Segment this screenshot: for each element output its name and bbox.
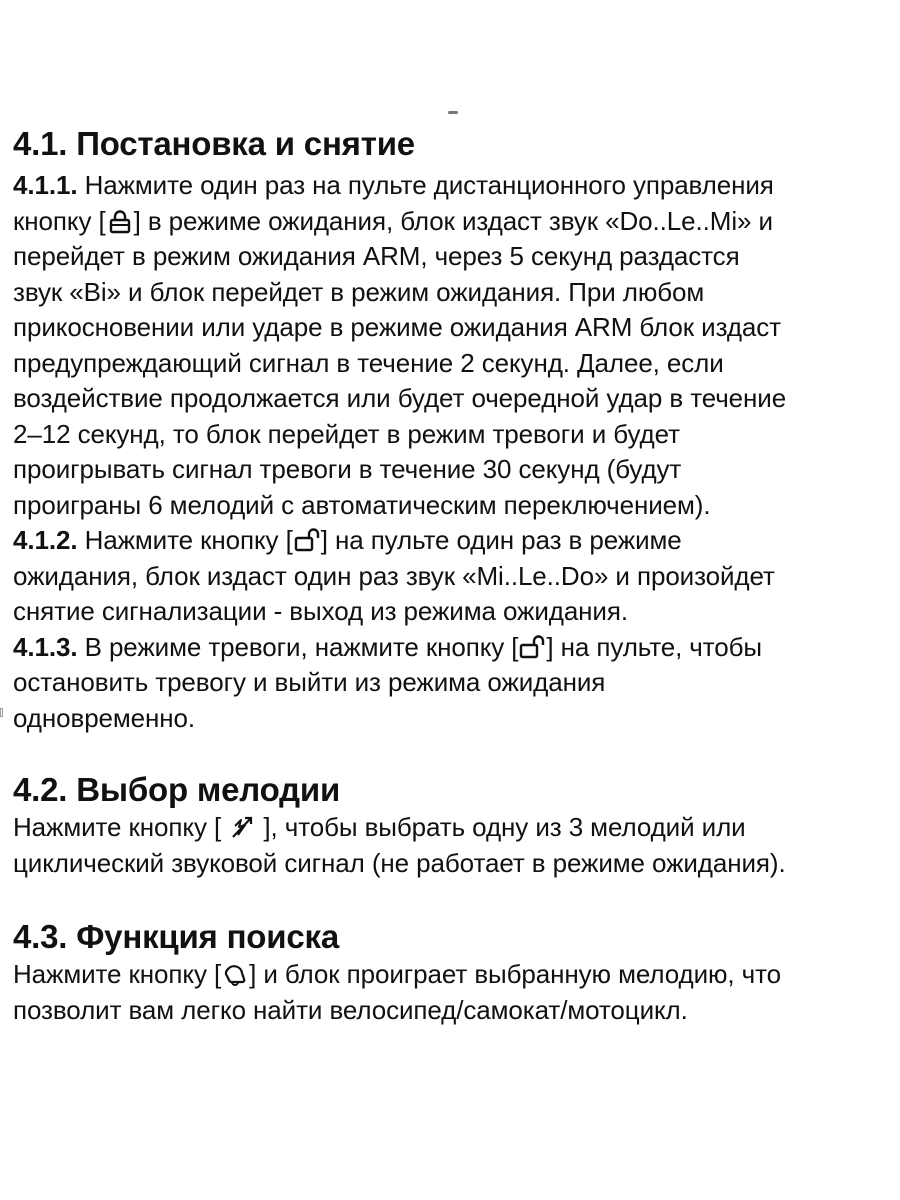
- clause-number: 4.1.2.: [13, 525, 78, 555]
- paragraph-line: [13, 204, 893, 240]
- paragraph-line: циклический звуковой сигнал (не работает в режиме ожидания).: [13, 847, 786, 878]
- paragraph-4-1-1: [13, 168, 893, 523]
- text: ] на пульте один раз в режиме: [320, 525, 682, 555]
- paragraph-line: проигрывать сигнал тревоги в течение 30 секунд (будут: [13, 454, 682, 484]
- lock-closed-icon: [107, 208, 133, 234]
- paragraph-line: 2–12 секунд, то блок перейдет в режим тревоги и будет: [13, 418, 680, 449]
- paragraph-line: позволит вам легко найти велосипед/самокат/мотоцикл.: [13, 994, 688, 1025]
- paragraph-line: [13, 523, 893, 559]
- section-spacer: [13, 881, 893, 917]
- paragraph-4-3: [13, 957, 893, 1028]
- scan-artifact-dot: [448, 111, 458, 114]
- text: Нажмите один раз на пульте дистанционного управления: [77, 170, 774, 200]
- paragraph-line: [13, 168, 893, 204]
- paragraph-line: прикосновении или ударе в режиме ожидания ARM блок издаст: [13, 312, 781, 342]
- lock-open-icon: [519, 634, 545, 660]
- paragraph-line: звук «Bi» и блок перейдет в режим ожидания. При любом: [13, 276, 705, 307]
- text: Нажмите кнопку [: [77, 525, 293, 555]
- text: ] и блок проиграет выбранную мелодию, что: [249, 959, 781, 989]
- margin-mark: [0, 708, 3, 717]
- paragraph-line: предупреждающий сигнал в течение 2 секунд. Далее, если: [13, 347, 724, 378]
- clause-number: 4.1.1.: [13, 170, 78, 200]
- text: Нажмите кнопку [: [13, 812, 229, 842]
- paragraph-line: воздействие продолжается или будет очередной удар в течение: [13, 383, 787, 413]
- paragraph-line: снятие сигнализации - выход из режима ожидания.: [13, 596, 628, 626]
- paragraph-line: перейдет в режим ожидания ARM, через 5 секунд раздастся: [13, 241, 740, 271]
- text: ] в режиме ожидания, блок издаст звук «Do..Le..Mi» и: [133, 205, 773, 236]
- section-spacer: [13, 736, 893, 770]
- text: Нажмите кнопку [: [13, 959, 222, 989]
- paragraph-line: одновременно.: [13, 702, 196, 733]
- paragraph-4-1-3: [13, 630, 893, 737]
- document-page: [13, 124, 893, 1028]
- section-title-4-1: 4.1. Постановка и снятие: [13, 125, 415, 162]
- paragraph-line: [13, 630, 893, 666]
- paragraph-line: проиграны 6 мелодий с автоматическим переключением).: [13, 489, 711, 520]
- melody-lightning-icon: [229, 814, 255, 840]
- bell-search-icon: [222, 961, 248, 987]
- text: В режиме тревоги, нажмите кнопку [: [77, 631, 519, 662]
- paragraph-line: [13, 810, 893, 846]
- lock-open-icon: [294, 527, 320, 553]
- clause-number: 4.1.3.: [13, 631, 78, 662]
- text: кнопку [: [13, 205, 106, 236]
- section-title-4-2: 4.2. Выбор мелодии: [13, 771, 341, 808]
- text: ] на пульте, чтобы: [546, 631, 763, 662]
- paragraph-line: ожидания, блок издаст один раз звук «Mi..Le..Do» и произойдет: [13, 560, 775, 591]
- text: ], чтобы выбрать одну из 3 мелодий или: [256, 812, 746, 842]
- paragraph-4-1-2: [13, 523, 893, 630]
- paragraph-4-2: [13, 810, 893, 881]
- section-title-4-3: 4.3. Функция поиска: [13, 918, 339, 955]
- paragraph-line: остановить тревогу и выйти из режима ожидания: [13, 667, 606, 697]
- paragraph-line: [13, 957, 893, 993]
